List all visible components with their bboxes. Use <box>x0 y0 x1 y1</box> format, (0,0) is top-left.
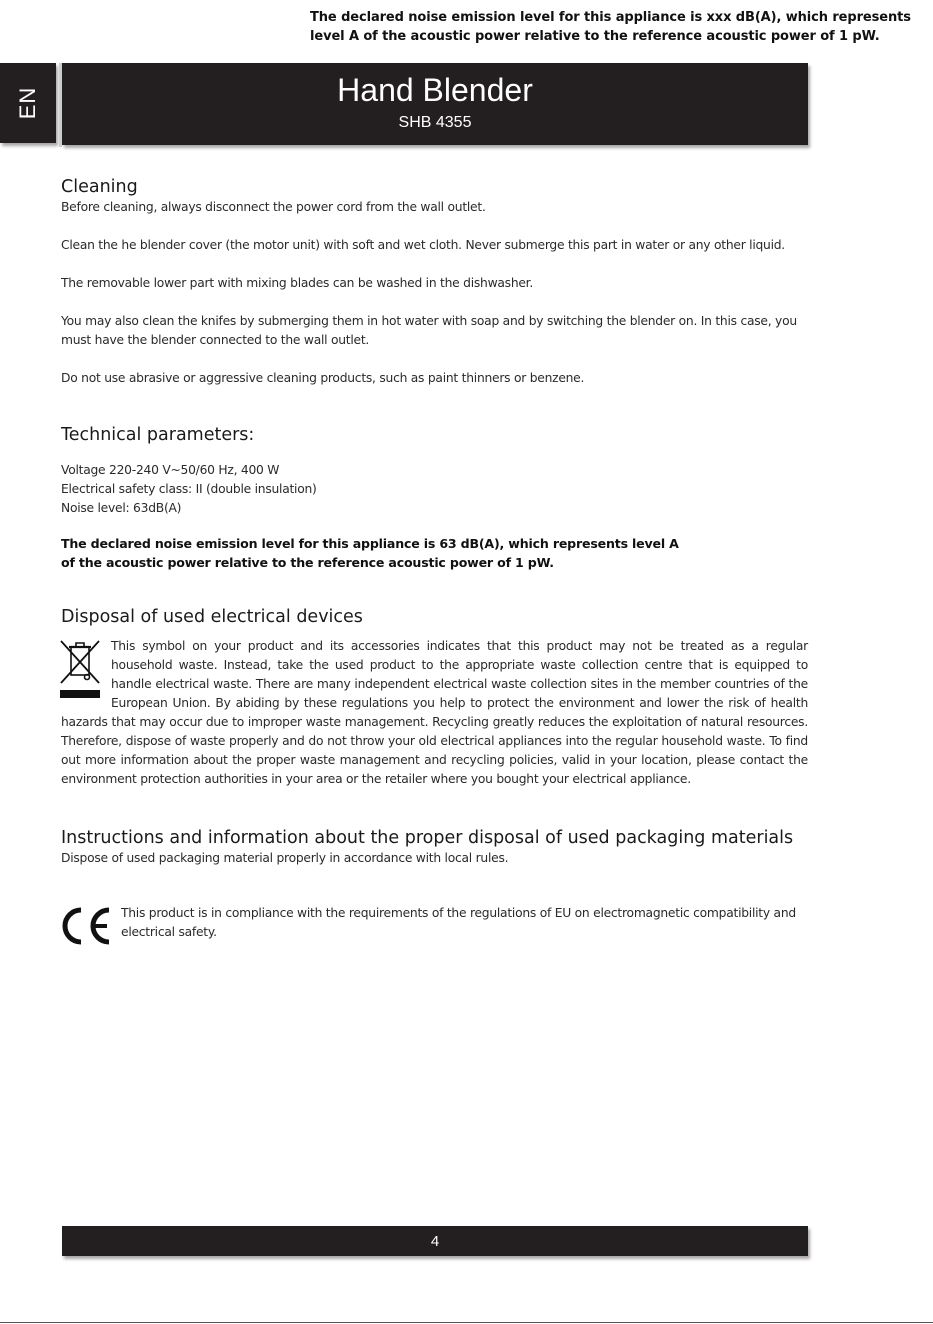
ce-mark-icon <box>61 906 113 946</box>
disposal-text: This symbol on your product and its accessories indicates that this product may not be treated as a regular household waste. Instead, take the used product to the appropriate waste collection centre that is equipped to handle electrical waste. There are many independent electrical waste collection sites in the member countries of the European Union. By abiding by these regulations you help to protect the environment and lower the risk of health hazards that may occur due to improper waste management. Recycling greatly reduces the exploitation of natural resources. Therefore, dispose of waste properly and do not throw your old electrical appliances into the regular household waste. To find out more information about the proper waste management and recycling policies, valid in your location, please contact the environment protection authorities in your area or the retailer where you bought your electrical appliance. <box>61 639 808 786</box>
technical-line: Electrical safety class: II (double insulation) <box>61 482 317 496</box>
technical-heading: Technical parameters: <box>61 425 255 445</box>
page-title: Hand Blender <box>337 72 533 108</box>
bottom-rule <box>0 1322 933 1323</box>
compliance-text: This product is in compliance with the requirements of the regulations of EU on electromagnetic compatibility and electrical safety. <box>121 906 796 939</box>
packaging-text: Dispose of used packaging material properly in accordance with local rules. <box>61 851 509 865</box>
technical-line: Voltage 220-240 V~50/60 Hz, 400 W <box>61 463 280 477</box>
cleaning-paragraph: You may also clean the knifes by submerging them in hot water with soap and by switching the blender on. In this case, you must have the blender connected to the wall outlet. <box>61 314 797 347</box>
technical-section <box>61 424 808 572</box>
header-bar <box>62 63 808 145</box>
disposal-heading: Disposal of used electrical devices <box>61 607 363 627</box>
cleaning-paragraph: The removable lower part with mixing blades can be washed in the dishwasher. <box>61 276 534 290</box>
cleaning-paragraph: Do not use abrasive or aggressive cleaning products, such as paint thinners or benzene. <box>61 371 585 385</box>
noise-note: The declared noise emission level for this appliance is 63 dB(A), which represents level A of the acoustic power relative to the reference acoustic power of 1 pW. <box>61 536 679 570</box>
disposal-section <box>61 606 808 789</box>
model-number: SHB 4355 <box>398 114 472 131</box>
packaging-section <box>61 827 808 868</box>
technical-line: Noise level: 63dB(A) <box>61 501 182 515</box>
compliance-section <box>61 904 808 942</box>
cleaning-paragraph: Clean the he blender cover (the motor unit) with soft and wet cloth. Never submerge this part in water or any other liquid. <box>61 238 785 252</box>
cleaning-paragraph: Before cleaning, always disconnect the power cord from the wall outlet. <box>61 200 486 214</box>
crossed-out-wheelie-bin-icon <box>57 637 103 699</box>
top-noise-note: The declared noise emission level for this appliance is xxx dB(A), which represents level A of the acoustic power relative to the reference acoustic power of 1 pW. <box>310 10 911 44</box>
language-tab <box>0 63 56 143</box>
packaging-heading: Instructions and information about the proper disposal of used packaging materials <box>61 828 794 848</box>
language-tab-label: EN <box>15 86 40 120</box>
footer-bar <box>62 1226 808 1256</box>
document-content <box>61 176 808 946</box>
cleaning-heading: Cleaning <box>61 177 138 197</box>
page-number: 4 <box>430 1233 440 1250</box>
cleaning-section <box>61 176 808 388</box>
